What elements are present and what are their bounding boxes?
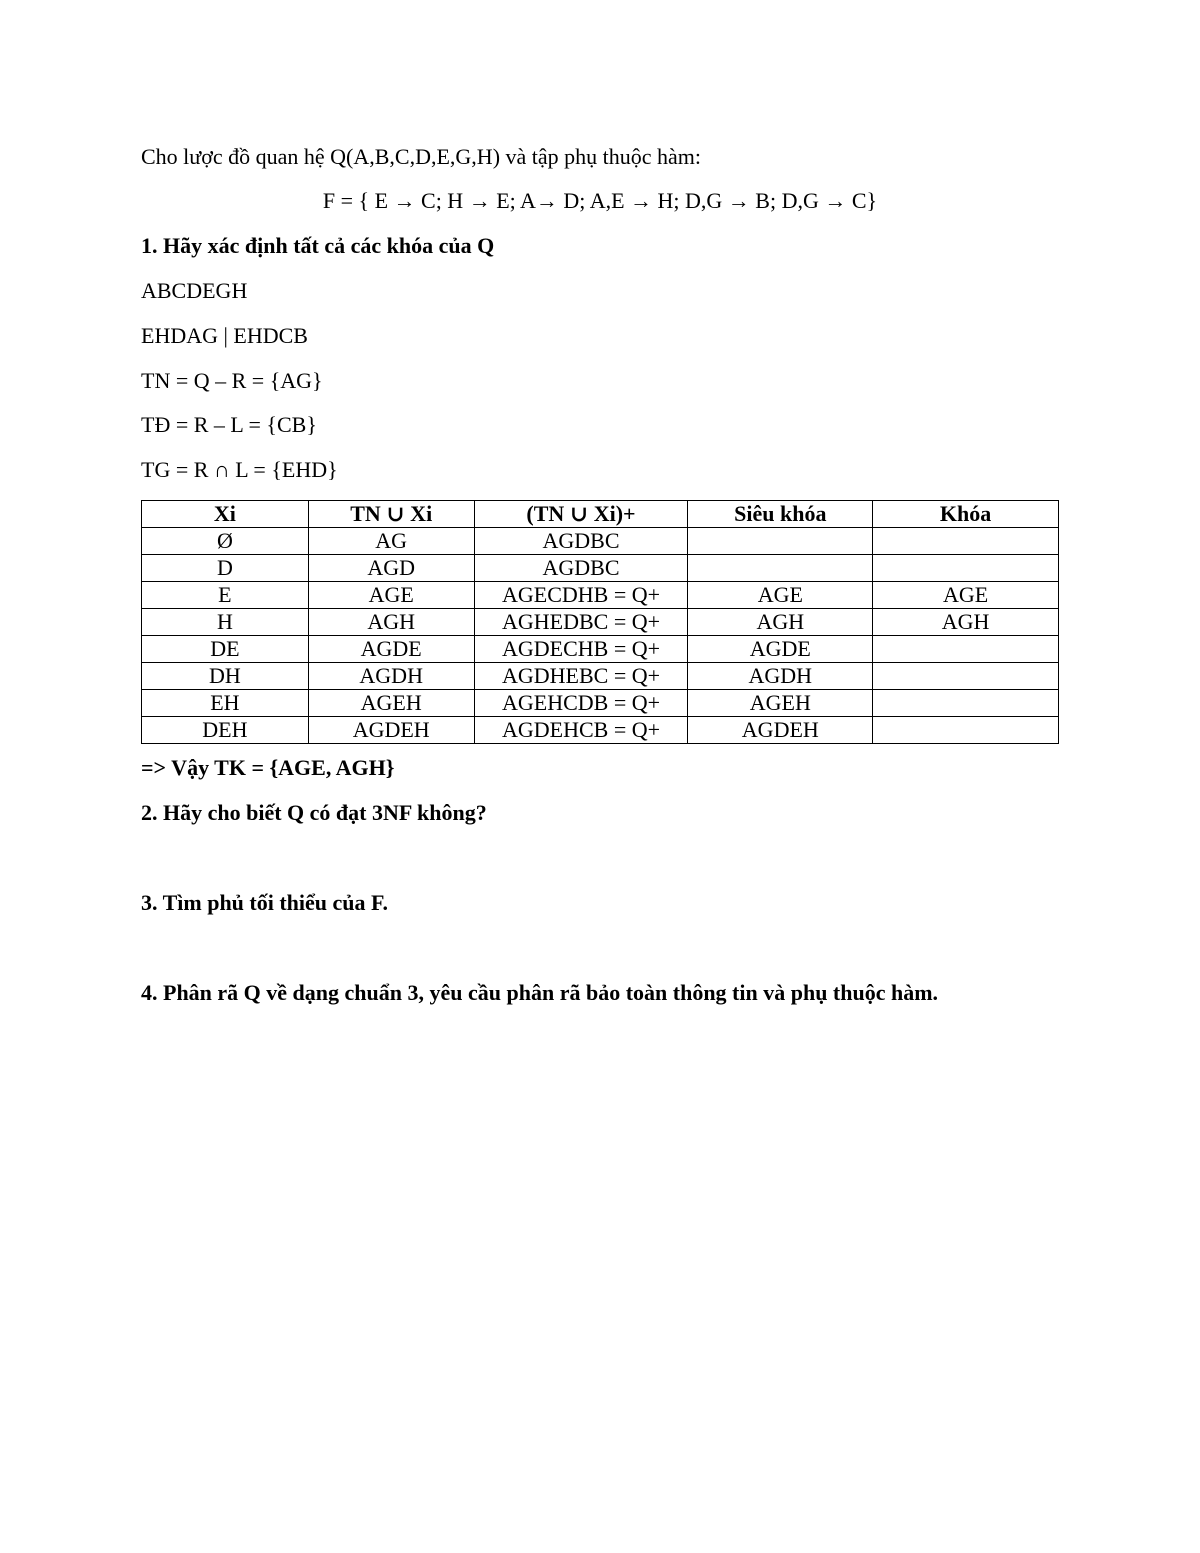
table-cell: Ø [142,528,309,555]
table-cell: AGEHCDB = Q+ [474,690,688,717]
table-cell [873,528,1059,555]
table-cell [873,717,1059,744]
table-cell [688,528,873,555]
table-cell: EH [142,690,309,717]
table-cell: AGH [688,609,873,636]
table-cell: AGH [308,609,474,636]
table-row [142,555,1059,582]
header-xi: Xi [142,501,309,528]
header-closure: (TN ∪ Xi)+ [474,501,688,528]
question-3: 3. Tìm phủ tối thiểu của F. [141,890,388,915]
left-right-sets: EHDAG | EHDCB [141,323,308,348]
table-cell [873,663,1059,690]
table-cell [873,690,1059,717]
question-1: 1. Hãy xác định tất cả các khóa của Q [141,233,495,258]
table-cell: AGDE [308,636,474,663]
table-cell: AGDHEBC = Q+ [474,663,688,690]
header-superkey: Siêu khóa [688,501,873,528]
question-2: 2. Hãy cho biết Q có đạt 3NF không? [141,800,487,825]
tg-set: TG = R ∩ L = {EHD} [141,457,338,482]
table-cell: AGH [873,609,1059,636]
table-cell: AGDH [308,663,474,690]
table-cell: AGDEHCB = Q+ [474,717,688,744]
table-row [142,528,1059,555]
table-row [142,636,1059,663]
question-4: 4. Phân rã Q về dạng chuẩn 3, yêu cầu phân rã bảo toàn thông tin và phụ thuộc hàm. [141,980,939,1005]
table-header-row [142,501,1059,528]
table-cell: AGE [688,582,873,609]
key-table [141,500,1059,744]
table-cell: DEH [142,717,309,744]
table-cell: AGHEDBC = Q+ [474,609,688,636]
table-cell: AGDEH [308,717,474,744]
attribute-list: ABCDEGH [141,278,248,303]
table-row [142,717,1059,744]
intro-text: Cho lược đồ quan hệ Q(A,B,C,D,E,G,H) và tập phụ thuộc hàm: [141,144,702,169]
table-cell: AGECDHB = Q+ [474,582,688,609]
table-row [142,609,1059,636]
table-cell [688,555,873,582]
table-cell: AG [308,528,474,555]
header-tn-union-xi: TN ∪ Xi [308,501,474,528]
table-cell [873,555,1059,582]
header-key: Khóa [873,501,1059,528]
table-cell: AGDBC [474,528,688,555]
td-set: TĐ = R – L = {CB} [141,412,317,437]
table-cell: DH [142,663,309,690]
table-cell: D [142,555,309,582]
table-row [142,582,1059,609]
table-cell: AGDEH [688,717,873,744]
tn-set: TN = Q – R = {AG} [141,368,323,393]
table-cell: AGDE [688,636,873,663]
fd-set: F = { E → C; H → E; A→ D; A,E → H; D,G → B; D,G → C} [322,188,878,213]
conclusion: => Vậy TK = {AGE, AGH} [141,755,395,780]
table-cell [873,636,1059,663]
table-cell: AGDH [688,663,873,690]
table-row [142,690,1059,717]
table-cell: AGEH [688,690,873,717]
table-cell: E [142,582,309,609]
table-cell: DE [142,636,309,663]
table-cell: AGDBC [474,555,688,582]
table-cell: AGD [308,555,474,582]
table-cell: AGDECHB = Q+ [474,636,688,663]
table-cell: AGE [873,582,1059,609]
table-row [142,663,1059,690]
table-cell: AGE [308,582,474,609]
table-cell: H [142,609,309,636]
table-cell: AGEH [308,690,474,717]
